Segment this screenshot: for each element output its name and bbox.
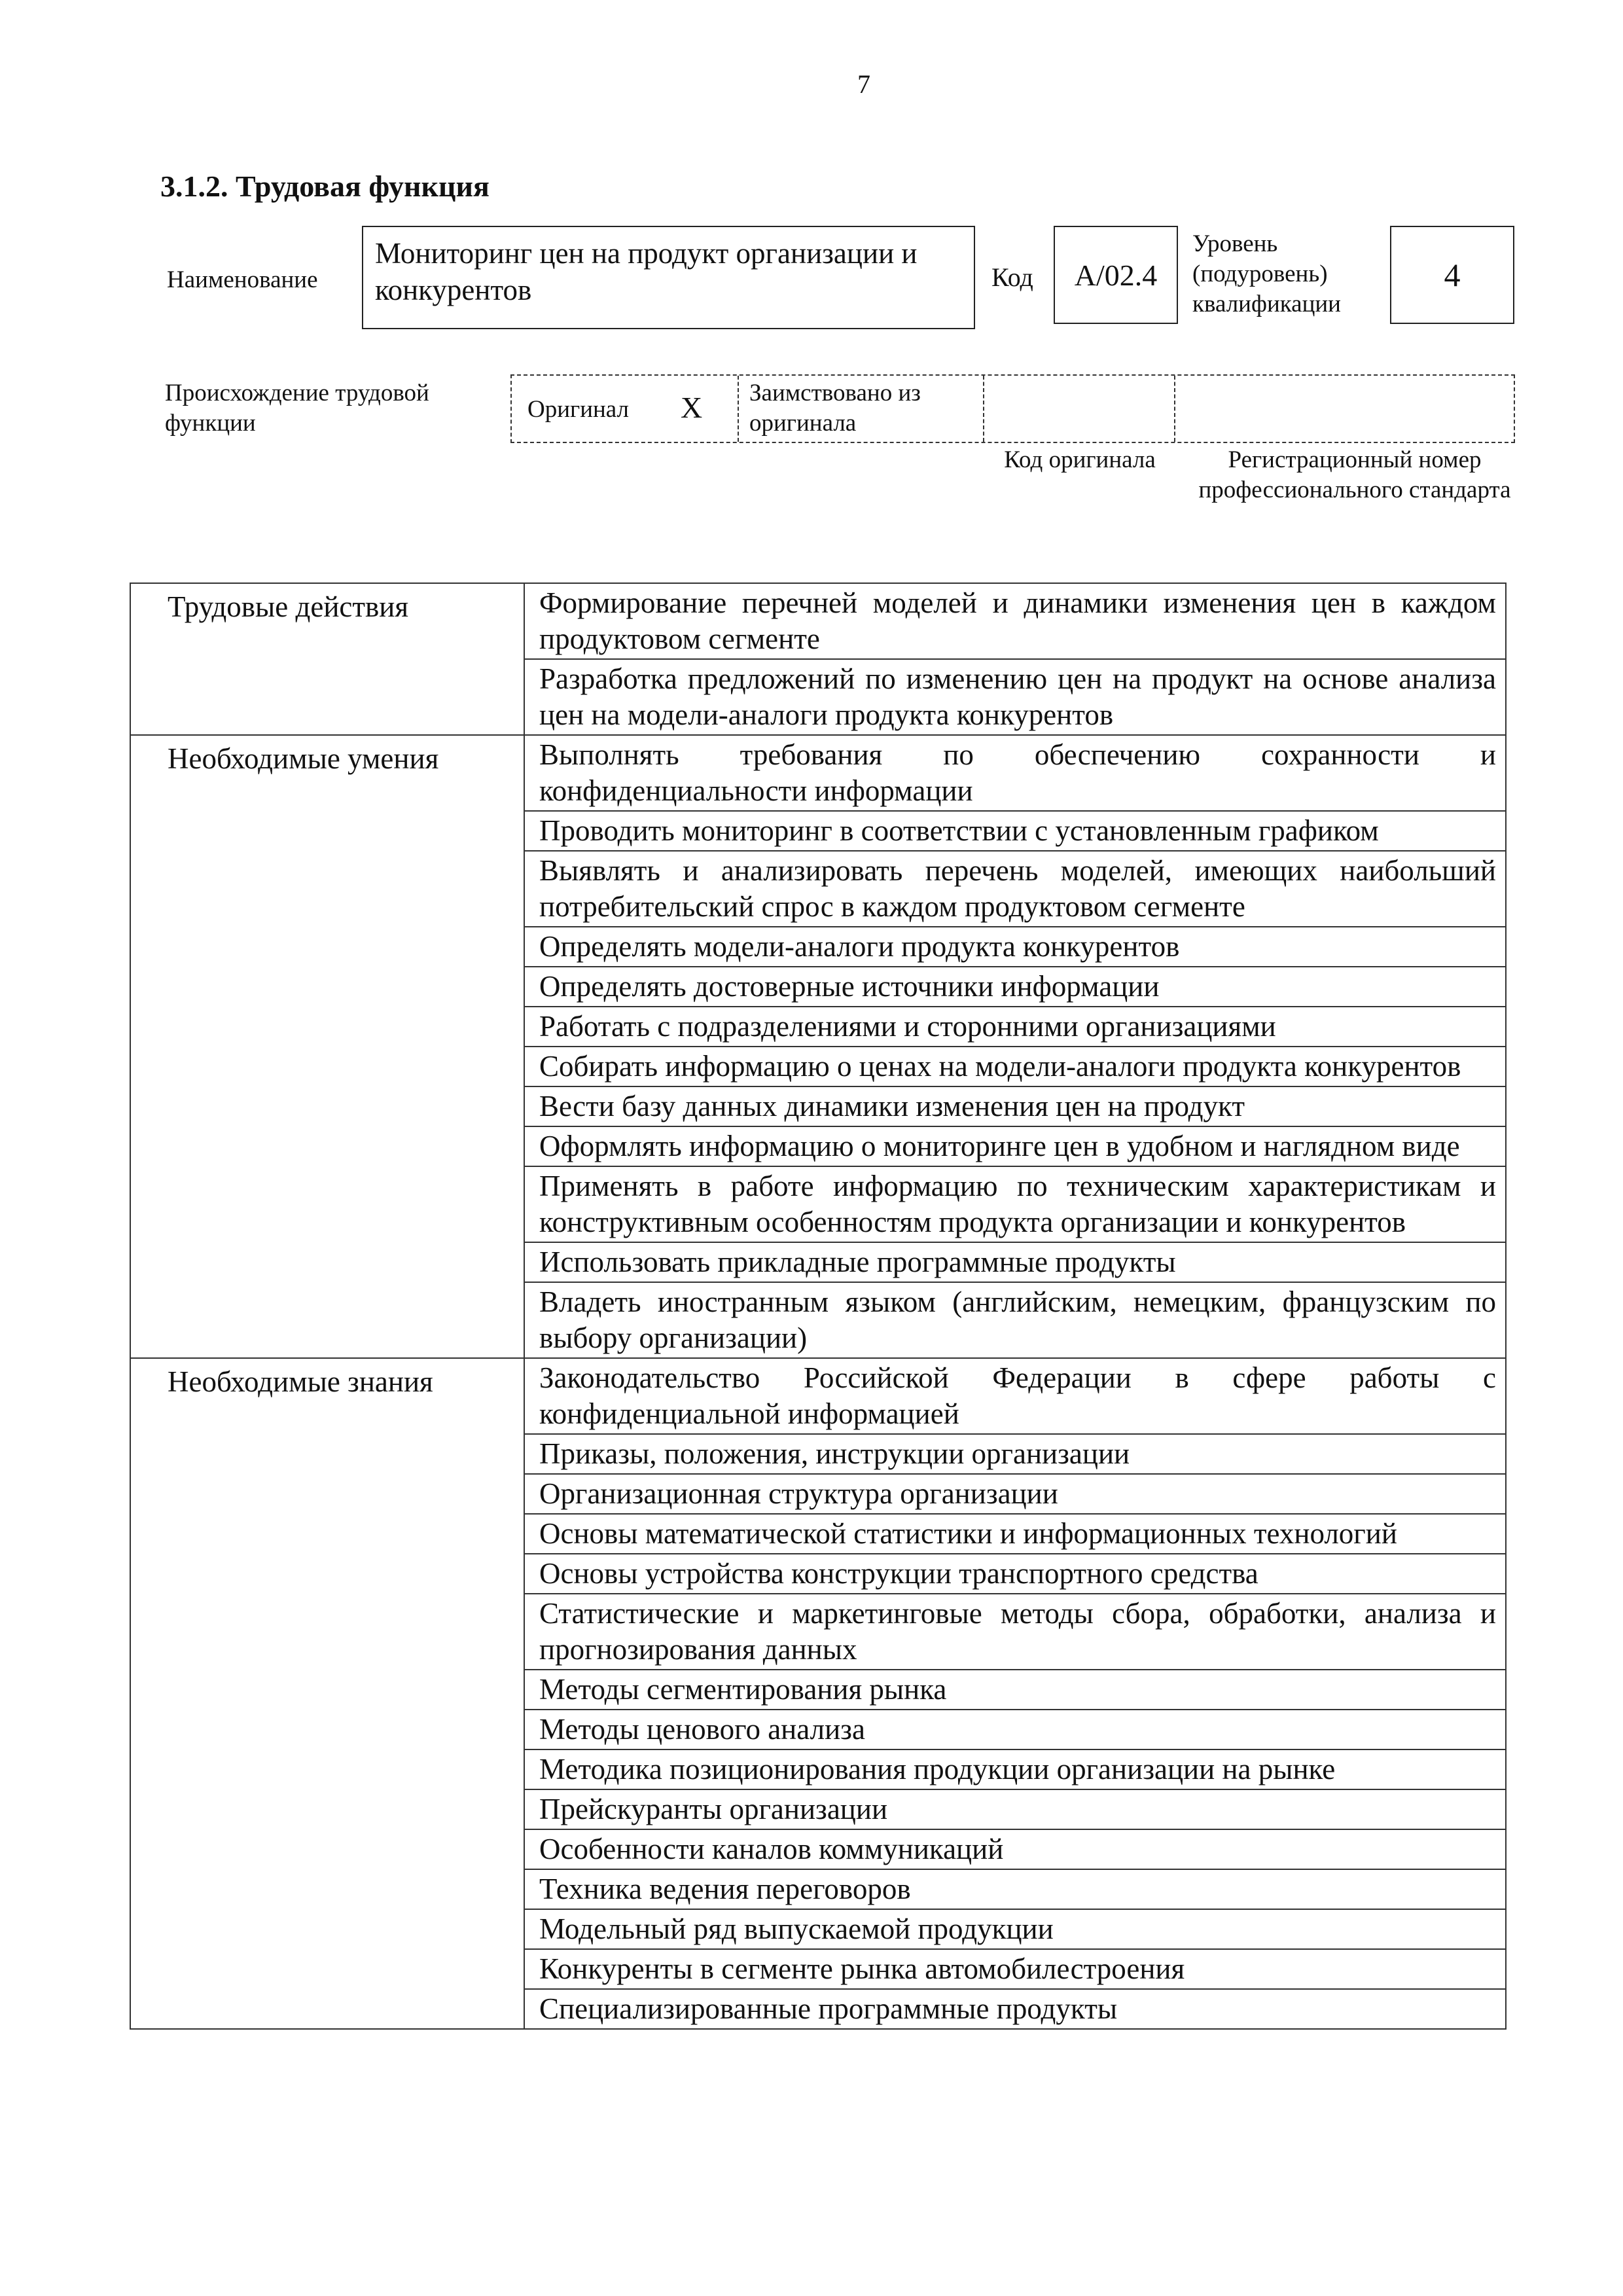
level-box	[1390, 226, 1514, 324]
table-cell-item: Основы устройства конструкции транспортного средства	[524, 1554, 1506, 1594]
table-cell-item: Конкуренты в сегменте рынка автомобилестроения	[524, 1949, 1506, 1989]
table-cell-item: Приказы, положения, инструкции организации	[524, 1434, 1506, 1474]
table-cell-item: Выявлять и анализировать перечень моделей, имеющих наибольший потребительский спрос в каждом продуктовом сегменте	[524, 851, 1506, 927]
origin-separator	[738, 376, 739, 442]
section-category: Трудовые действия	[130, 583, 524, 735]
table-cell-item: Выполнять требования по обеспечению сохранности и конфиденциальности информации	[524, 735, 1506, 811]
code-label: Код	[991, 262, 1033, 292]
name-label: Наименование	[167, 266, 318, 293]
function-name-box	[362, 226, 975, 329]
table-cell-item: Особенности каналов коммуникаций	[524, 1829, 1506, 1869]
table-row	[130, 1358, 1506, 1434]
origin-separator	[1174, 376, 1175, 442]
competencies-table-body	[130, 583, 1506, 2029]
table-cell-item: Формирование перечней моделей и динамики изменения цен в каждом продуктовом сегменте	[524, 583, 1506, 659]
original-code-caption: Код оригинала	[1004, 446, 1156, 473]
borrowed-label: Заимствовано из оригинала	[749, 380, 921, 437]
code-box	[1054, 226, 1178, 324]
reg-number-caption: Регистрационный номер профессионального стандарта	[1198, 446, 1511, 503]
table-row	[130, 583, 1506, 659]
section-title: 3.1.2. Трудовая функция	[160, 170, 490, 203]
table-cell-item: Специализированные программные продукты	[524, 1989, 1506, 2029]
table-cell-item: Методы сегментирования рынка	[524, 1670, 1506, 1710]
original-label: Оригинал	[527, 396, 630, 423]
table-cell-item: Оформлять информацию о мониторинге цен в удобном и наглядном виде	[524, 1126, 1506, 1166]
code-value: A/02.4	[1074, 258, 1158, 292]
table-cell-item: Вести базу данных динамики изменения цен на продукт	[524, 1086, 1506, 1126]
table-cell-item: Прейскуранты организации	[524, 1789, 1506, 1829]
level-label: Уровень (подуровень) квалификации	[1192, 230, 1341, 317]
table-cell-item: Модельный ряд выпускаемой продукции	[524, 1909, 1506, 1949]
table-row	[130, 735, 1506, 811]
table-cell-item: Определять достоверные источники информации	[524, 967, 1506, 1007]
page-number: 7	[857, 69, 870, 99]
table-cell-item: Техника ведения переговоров	[524, 1869, 1506, 1909]
section-category: Необходимые умения	[130, 735, 524, 1358]
function-name-value: Мониторинг цен на продукт организации и конкурентов	[375, 237, 918, 306]
original-mark: X	[681, 391, 703, 424]
table-cell-item: Организационная структура организации	[524, 1474, 1506, 1514]
table-cell-item: Методы ценового анализа	[524, 1710, 1506, 1749]
table-cell-item: Законодательство Российской Федерации в сфере работы с конфиденциальной информацией	[524, 1358, 1506, 1434]
table-cell-item: Проводить мониторинг в соответствии с установленным графиком	[524, 811, 1506, 851]
table-cell-item: Владеть иностранным языком (английским, немецким, французским по выбору организации)	[524, 1282, 1506, 1358]
origin-label: Происхождение трудовой функции	[165, 380, 429, 437]
table-cell-item: Разработка предложений по изменению цен на продукт на основе анализа цен на модели-аналоги продукта конкурентов	[524, 659, 1506, 735]
table-cell-item: Основы математической статистики и информационных технологий	[524, 1514, 1506, 1554]
table-cell-item: Статистические и маркетинговые методы сбора, обработки, анализа и прогнозирования данных	[524, 1594, 1506, 1670]
section-category: Необходимые знания	[130, 1358, 524, 2029]
level-value: 4	[1444, 257, 1461, 293]
table-cell-item: Работать с подразделениями и сторонними организациями	[524, 1007, 1506, 1047]
table-cell-item: Применять в работе информацию по техническим характеристикам и конструктивным особенностям продукта организации и конкурентов	[524, 1166, 1506, 1242]
origin-strip	[510, 374, 1515, 443]
table-cell-item: Определять модели-аналоги продукта конкурентов	[524, 927, 1506, 967]
table-cell-item: Собирать информацию о ценах на модели-аналоги продукта конкурентов	[524, 1047, 1506, 1086]
competencies-table	[130, 583, 1507, 2030]
table-cell-item: Методика позиционирования продукции организации на рынке	[524, 1749, 1506, 1789]
table-cell-item: Использовать прикладные программные продукты	[524, 1242, 1506, 1282]
